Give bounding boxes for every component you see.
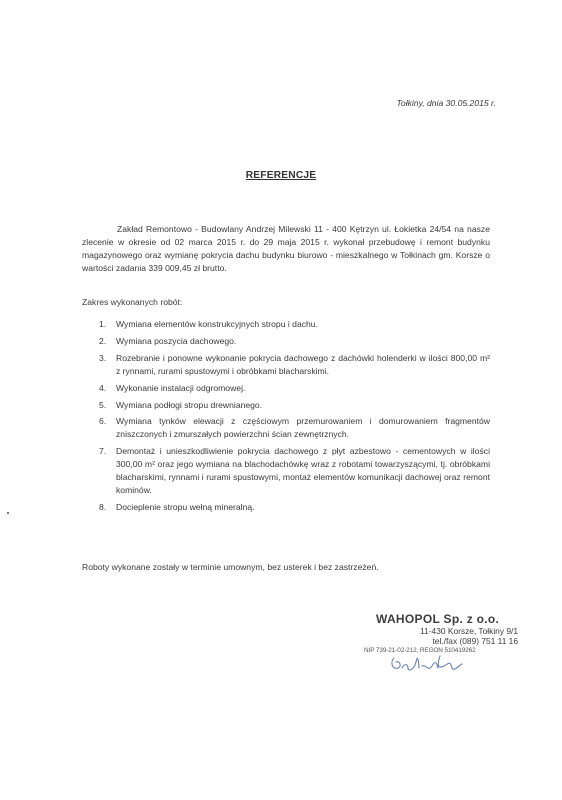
stamp-address: 11-430 Korsze, Tołkiny 9/1 bbox=[420, 626, 518, 636]
list-item-text: Wymiana podłogi stropu drewnianego. bbox=[116, 399, 263, 410]
list-item bbox=[82, 501, 490, 514]
list-item bbox=[82, 335, 490, 348]
list-item bbox=[82, 415, 490, 441]
list-item-text: Wykonanie instalacji odgromowej. bbox=[116, 382, 246, 393]
list-item-text: Docieplenie stropu wełną mineralną. bbox=[116, 502, 255, 513]
list-item bbox=[82, 399, 490, 412]
list-item bbox=[82, 445, 490, 497]
stamp-nip-regon: NIP 739-21-02-212, REGON 510419262 bbox=[364, 647, 476, 654]
list-item-text: Rozebranie i ponowne wykonanie pokrycia dachowego z dachówki holenderki w ilości 800,00 m² z rynnami, rurami spustowymi i obróbkami blacharskimi. bbox=[116, 352, 490, 376]
place-date: Tołkiny, dnia 30.05.2015 r. bbox=[396, 98, 496, 108]
list-item bbox=[82, 352, 490, 378]
list-item-number: 1. bbox=[99, 319, 107, 329]
stamp-phone: tel./fax (089) 751 11 16 bbox=[432, 636, 518, 646]
list-item bbox=[82, 382, 490, 395]
list-item-number: 8. bbox=[99, 502, 107, 513]
closing-statement: Roboty wykonane zostały w terminie umownym, bez usterek i bez zastrzeżeń. bbox=[82, 562, 379, 572]
list-item-number: 2. bbox=[99, 335, 107, 346]
list-item-text: Wymiana poszycia dachowego. bbox=[116, 335, 237, 346]
scope-label: Zakres wykonanych robót: bbox=[82, 297, 183, 307]
list-item-text: Demontaż i unieszkodliwienie pokrycia dachowego z płyt azbestowo - cementowych w ilości 300,00 m² oraz jego wymiana na blachodachówkę wraz z robotami towarzyszącymi, tj. obróbkami blacharskimi, rynnami i rurami spustowymi, montaż elementów komunikacji dachowej oraz remont kominów. bbox=[116, 446, 490, 496]
list-item-text: Wymiana elementów konstrukcyjnych stropu i dachu. bbox=[116, 319, 318, 329]
document-title: REFERENCJE bbox=[245, 170, 317, 181]
list-item-number: 6. bbox=[99, 416, 107, 427]
works-list bbox=[82, 318, 490, 518]
list-item-number: 5. bbox=[99, 399, 107, 410]
list-item-number: 7. bbox=[99, 446, 107, 457]
list-item-text: Wymiana tynków elewacji z częściowym przemurowaniem i domurowaniem fragmentów zniszczonych i zmurszałych powierzchni ścian zewnętrznych. bbox=[116, 416, 490, 440]
list-item bbox=[82, 318, 490, 331]
stamp-company-name: WAHOPOL Sp. z o.o. bbox=[376, 612, 500, 626]
signature-stroke bbox=[392, 656, 462, 670]
list-item-number: 3. bbox=[99, 352, 107, 363]
handwritten-signature bbox=[388, 648, 468, 678]
intro-paragraph: Zakład Remontowo - Budowlany Andrzej Milewski 11 - 400 Kętrzyn ul. Łokietka 24/54 na nasze zlecenie w okresie od 02 marca 2015 r. do 29 maja 2015 r. wykonał przebudowę i remont budynku magazynowego oraz wymianę pokrycia dachu budynku biurowo - mieszkalnego w Tołkinach gm. Korsze o wartości zadania 339 009,45 zł brutto. bbox=[82, 224, 490, 273]
list-item-number: 4. bbox=[99, 382, 107, 393]
scan-speck bbox=[7, 512, 9, 514]
